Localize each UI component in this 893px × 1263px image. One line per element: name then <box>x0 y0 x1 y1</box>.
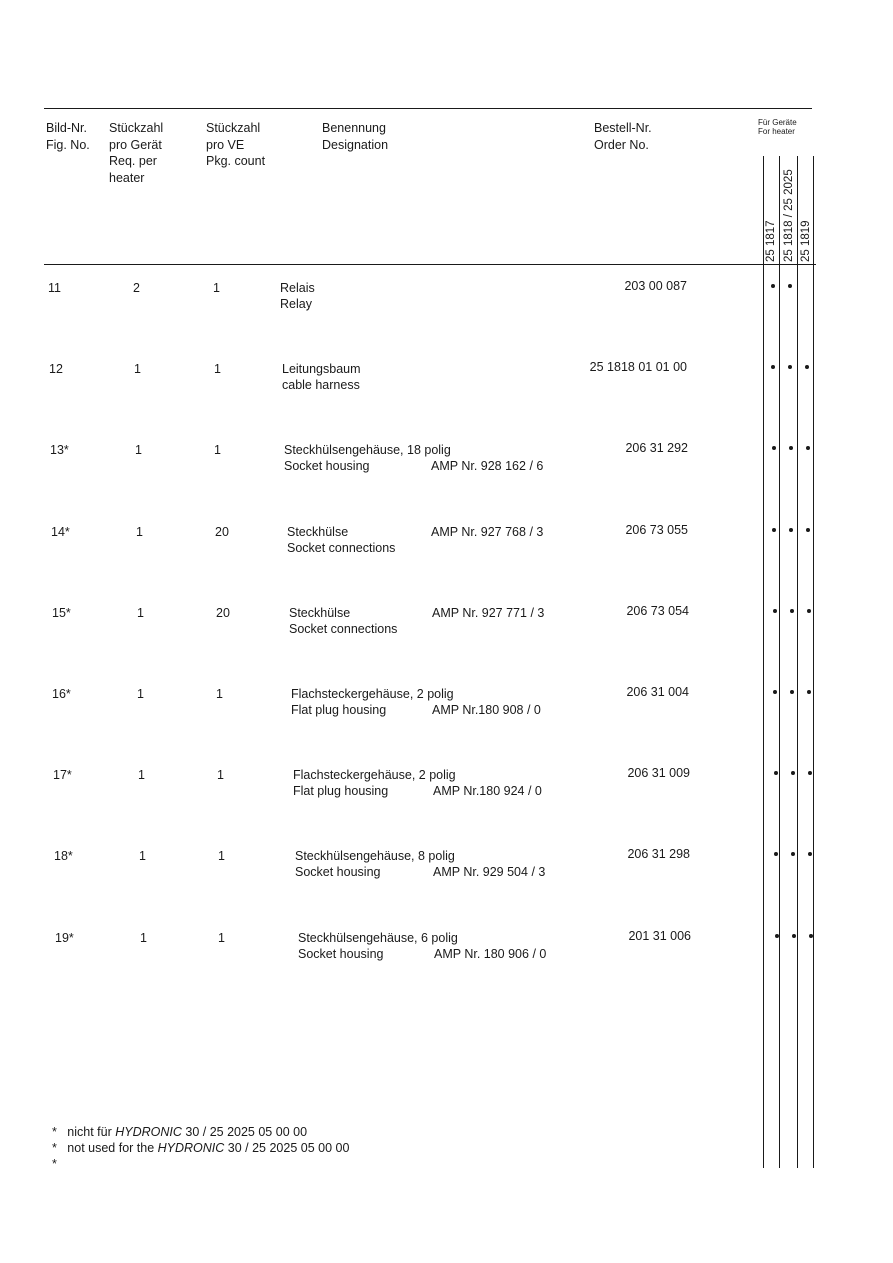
row-fig-no: 12 <box>49 362 63 376</box>
usage-dot <box>772 528 776 532</box>
row-designation-en: Socket connections <box>287 541 396 555</box>
row-req-per-heater: 1 <box>137 687 144 701</box>
heater-model-label: 25 1818 / 25 2025 <box>783 169 795 262</box>
row-req-per-heater: 1 <box>135 443 142 457</box>
row-designation-de: Flachsteckergehäuse, 2 polig <box>291 687 454 701</box>
header-for-heater <box>758 118 797 136</box>
row-amp-no: AMP Nr. 928 162 / 6 <box>431 459 544 473</box>
row-order-no: 25 1818 01 01 00 <box>589 360 687 374</box>
row-designation-en: Flat plug housing <box>291 703 387 717</box>
row-amp-no: AMP Nr. 929 504 / 3 <box>433 865 546 879</box>
header-order-no <box>594 120 652 153</box>
usage-dot <box>789 528 793 532</box>
row-designation-de: Leitungsbaum <box>282 362 361 376</box>
row-pkg-count: 20 <box>216 606 230 620</box>
footnote-de-prefix: nicht für <box>67 1125 116 1139</box>
row-fig-no: 17* <box>53 768 72 782</box>
footnote-marker: * <box>52 1141 57 1155</box>
footnote-de <box>52 1124 307 1140</box>
header-pkg-line: Stückzahl <box>206 121 261 135</box>
usage-dot <box>792 934 796 938</box>
row-fig-no: 15* <box>52 606 71 620</box>
header-pkg-count <box>206 120 265 170</box>
usage-dot <box>791 852 795 856</box>
header-req-per-heater <box>109 120 163 186</box>
header-fig-no-en: Fig. No. <box>46 137 90 152</box>
heater-model-label: 25 1819 <box>800 220 812 262</box>
row-designation-en: Relay <box>280 297 312 311</box>
header-designation <box>322 120 388 153</box>
heater-model-label: 25 1817 <box>765 220 777 262</box>
row-req-per-heater: 1 <box>140 931 147 945</box>
row-pkg-count: 1 <box>214 362 221 376</box>
usage-column-rule <box>797 156 798 1168</box>
row-order-no: 203 00 087 <box>624 279 687 293</box>
usage-dot <box>771 365 775 369</box>
usage-dot <box>807 609 811 613</box>
row-req-per-heater: 2 <box>133 281 140 295</box>
row-pkg-count: 1 <box>218 849 225 863</box>
footnote-en <box>52 1140 349 1156</box>
usage-column-rule <box>779 156 780 1168</box>
row-req-per-heater: 1 <box>139 849 146 863</box>
header-fig-no-de: Bild-Nr. <box>46 121 87 135</box>
usage-dot <box>772 446 776 450</box>
row-amp-no: AMP Nr. 180 906 / 0 <box>434 947 547 961</box>
usage-dot <box>790 609 794 613</box>
row-fig-no: 14* <box>51 525 70 539</box>
row-pkg-count: 20 <box>215 525 229 539</box>
row-designation-de: Steckhülsengehäuse, 6 polig <box>298 931 458 945</box>
usage-dot <box>771 284 775 288</box>
row-designation-de: Relais <box>280 281 315 295</box>
row-designation-en: Socket connections <box>289 622 398 636</box>
footnote-de-brand: HYDRONIC <box>115 1125 182 1139</box>
row-fig-no: 13* <box>50 443 69 457</box>
row-designation-de: Flachsteckergehäuse, 2 polig <box>293 768 456 782</box>
usage-dot <box>807 690 811 694</box>
row-designation-de: Steckhülse <box>287 525 349 539</box>
row-pkg-count: 1 <box>218 931 225 945</box>
row-order-no: 206 31 292 <box>625 441 688 455</box>
footnote-en-suffix: 30 / 25 2025 05 00 00 <box>224 1141 350 1155</box>
usage-dot <box>806 446 810 450</box>
row-order-no: 206 31 298 <box>627 847 690 861</box>
header-bottom-rule <box>44 264 816 265</box>
row-amp-no: AMP Nr.180 908 / 0 <box>432 703 541 717</box>
row-order-no: 201 31 006 <box>628 929 691 943</box>
row-designation-en: cable harness <box>282 378 360 392</box>
row-req-per-heater: 1 <box>138 768 145 782</box>
row-order-no: 206 73 055 <box>625 523 688 537</box>
usage-dot <box>773 609 777 613</box>
footnote-en-brand: HYDRONIC <box>157 1141 225 1155</box>
header-for-heater-en: For heater <box>758 127 795 136</box>
usage-column-rule <box>813 156 814 1168</box>
usage-dot <box>773 690 777 694</box>
usage-dot <box>774 771 778 775</box>
header-pkg-line: pro VE <box>206 137 245 152</box>
row-designation-en: Socket housing <box>295 865 381 879</box>
header-top-rule <box>44 108 812 109</box>
header-designation-de: Benennung <box>322 121 386 135</box>
row-req-per-heater: 1 <box>136 525 143 539</box>
row-amp-no: AMP Nr.180 924 / 0 <box>433 784 542 798</box>
row-amp-no: AMP Nr. 927 768 / 3 <box>431 525 544 539</box>
usage-dot <box>788 365 792 369</box>
usage-dot <box>808 771 812 775</box>
row-order-no: 206 31 009 <box>627 766 690 780</box>
row-designation-en: Socket housing <box>298 947 384 961</box>
row-req-per-heater: 1 <box>137 606 144 620</box>
usage-dot <box>790 690 794 694</box>
row-pkg-count: 1 <box>214 443 221 457</box>
header-req-line: Req. per <box>109 154 157 168</box>
row-designation-de: Steckhülsengehäuse, 18 polig <box>284 443 451 457</box>
row-order-no: 206 31 004 <box>626 685 689 699</box>
row-order-no: 206 73 054 <box>626 604 689 618</box>
usage-dot <box>789 446 793 450</box>
footnote-marker-extra: * <box>52 1157 57 1171</box>
usage-dot <box>806 528 810 532</box>
usage-dot <box>805 365 809 369</box>
row-pkg-count: 1 <box>213 281 220 295</box>
usage-dot <box>775 934 779 938</box>
row-fig-no: 16* <box>52 687 71 701</box>
usage-dot <box>809 934 813 938</box>
row-pkg-count: 1 <box>217 768 224 782</box>
usage-dot <box>788 284 792 288</box>
row-designation-de: Steckhülse <box>289 606 351 620</box>
footnote-de-suffix: 30 / 25 2025 05 00 00 <box>181 1125 308 1139</box>
header-pkg-line: Pkg. count <box>206 154 266 168</box>
row-fig-no: 11 <box>48 281 61 295</box>
row-fig-no: 19* <box>55 931 74 945</box>
header-req-line: pro Gerät <box>109 137 162 152</box>
header-order-en: Order No. <box>594 137 649 152</box>
header-req-line: heater <box>109 170 145 185</box>
row-designation-en: Socket housing <box>284 459 370 473</box>
header-for-heater-de: Für Geräte <box>758 118 797 127</box>
usage-dot <box>774 852 778 856</box>
row-pkg-count: 1 <box>216 687 223 701</box>
row-amp-no: AMP Nr. 927 771 / 3 <box>432 606 545 620</box>
usage-column-rule <box>763 156 764 1168</box>
header-designation-en: Designation <box>322 137 389 152</box>
footnote-en-prefix: not used for the <box>67 1141 158 1155</box>
header-req-line: Stückzahl <box>109 121 164 135</box>
row-designation-en: Flat plug housing <box>293 784 389 798</box>
usage-dot <box>791 771 795 775</box>
row-fig-no: 18* <box>54 849 73 863</box>
header-fig-no <box>46 120 90 153</box>
header-order-de: Bestell-Nr. <box>594 121 652 135</box>
row-req-per-heater: 1 <box>134 362 141 376</box>
usage-dot <box>808 852 812 856</box>
footnote-marker: * <box>52 1125 57 1139</box>
row-designation-de: Steckhülsengehäuse, 8 polig <box>295 849 455 863</box>
